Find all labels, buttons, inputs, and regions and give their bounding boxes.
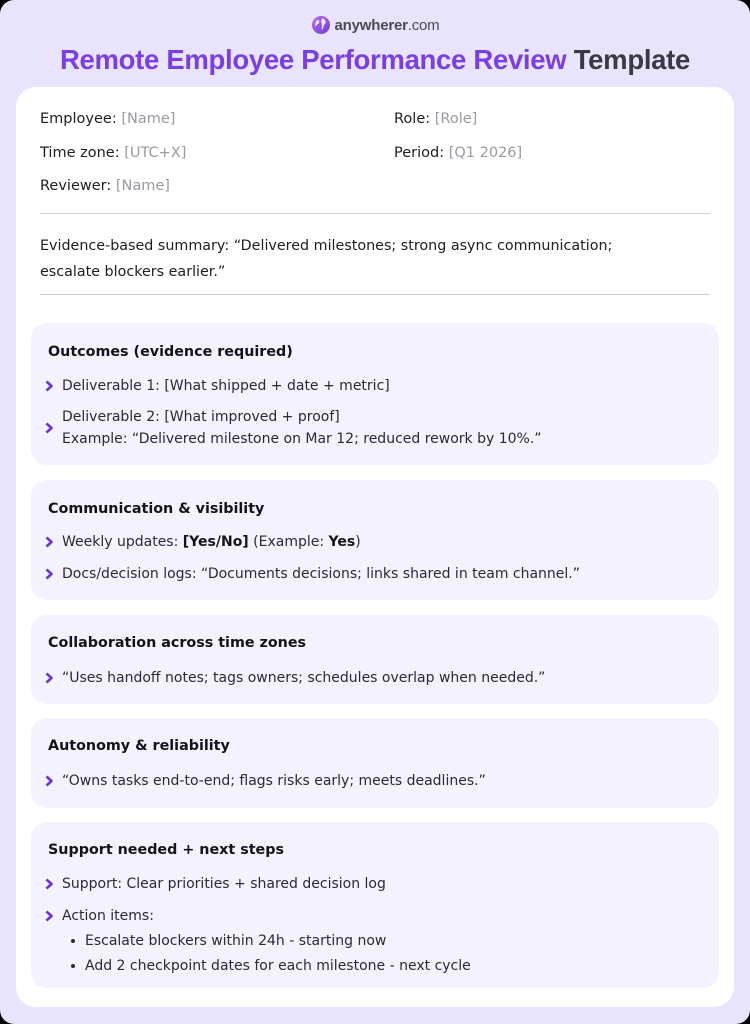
page-title xyxy=(0,44,750,76)
period-field[interactable]: [Q1 2026] xyxy=(448,145,523,161)
chevron-right-icon xyxy=(45,775,54,787)
meta-time-zone: Time zone: [UTC+X] xyxy=(40,145,187,161)
chevron-right-icon xyxy=(45,672,54,684)
list-item: “Owns tasks end-to-end; flags risks early; meets deadlines.” xyxy=(45,770,486,792)
title-rest: Template xyxy=(573,44,691,75)
section-title: Communication & visibility xyxy=(48,501,265,517)
reviewer-name-field[interactable]: [Name] xyxy=(115,178,170,194)
divider xyxy=(40,294,710,295)
meta-role: Role: [Role] xyxy=(394,111,478,127)
time-zone-field[interactable]: [UTC+X] xyxy=(124,145,187,161)
brand-header xyxy=(0,15,750,35)
meta-period: Period: [Q1 2026] xyxy=(394,145,523,161)
evidence-summary: Evidence-based summary: “Delivered milestones; strong async communication; escalate blockers earlier.” xyxy=(40,238,613,280)
chevron-right-icon xyxy=(45,878,54,890)
meta-employee: Employee: [Name] xyxy=(40,111,176,127)
review-card xyxy=(16,87,734,1007)
bullet-icon xyxy=(71,939,75,943)
section-title: Support needed + next steps xyxy=(48,842,284,858)
section-title: Collaboration across time zones xyxy=(48,635,307,651)
action-item: Add 2 checkpoint dates for each milestone - next cycle xyxy=(71,955,471,977)
section-communication xyxy=(31,480,719,600)
list-item: Action items: xyxy=(45,905,154,927)
section-collaboration xyxy=(31,615,719,704)
section-autonomy xyxy=(31,718,719,808)
list-item: Weekly updates: [Yes/No] (Example: Yes) xyxy=(45,531,361,553)
employee-name-field[interactable]: [Name] xyxy=(121,111,176,127)
role-field[interactable]: [Role] xyxy=(434,111,478,127)
title-accent: Remote Employee Performance Review xyxy=(59,44,567,75)
chevron-right-icon xyxy=(45,380,54,392)
list-item: Deliverable 2: [What improved + proof] Example: “Delivered milestone on Mar 12; reduced rework by 10%.” xyxy=(45,406,542,450)
divider xyxy=(40,213,710,214)
list-item: Deliverable 1: [What shipped + date + metric] xyxy=(45,375,390,397)
section-title: Autonomy & reliability xyxy=(48,738,230,754)
chevron-right-icon xyxy=(45,568,54,580)
bullet-icon xyxy=(71,964,75,968)
globe-logo-icon xyxy=(311,15,331,35)
weekly-updates-field[interactable]: [Yes/No] xyxy=(182,534,249,550)
list-item: Support: Clear priorities + shared decision log xyxy=(45,873,386,895)
chevron-right-icon xyxy=(45,910,54,922)
list-item: “Uses handoff notes; tags owners; schedules overlap when needed.” xyxy=(45,667,545,689)
section-outcomes xyxy=(31,323,719,465)
chevron-right-icon xyxy=(45,422,54,434)
section-support xyxy=(31,822,719,988)
chevron-right-icon xyxy=(45,536,54,548)
section-title: Outcomes (evidence required) xyxy=(48,344,293,360)
list-item: Docs/decision logs: “Documents decisions; links shared in team channel.” xyxy=(45,563,580,585)
brand-name: anywherer.com xyxy=(334,16,440,34)
action-item: Escalate blockers within 24h - starting now xyxy=(71,930,386,952)
meta-reviewer: Reviewer: [Name] xyxy=(40,178,170,194)
